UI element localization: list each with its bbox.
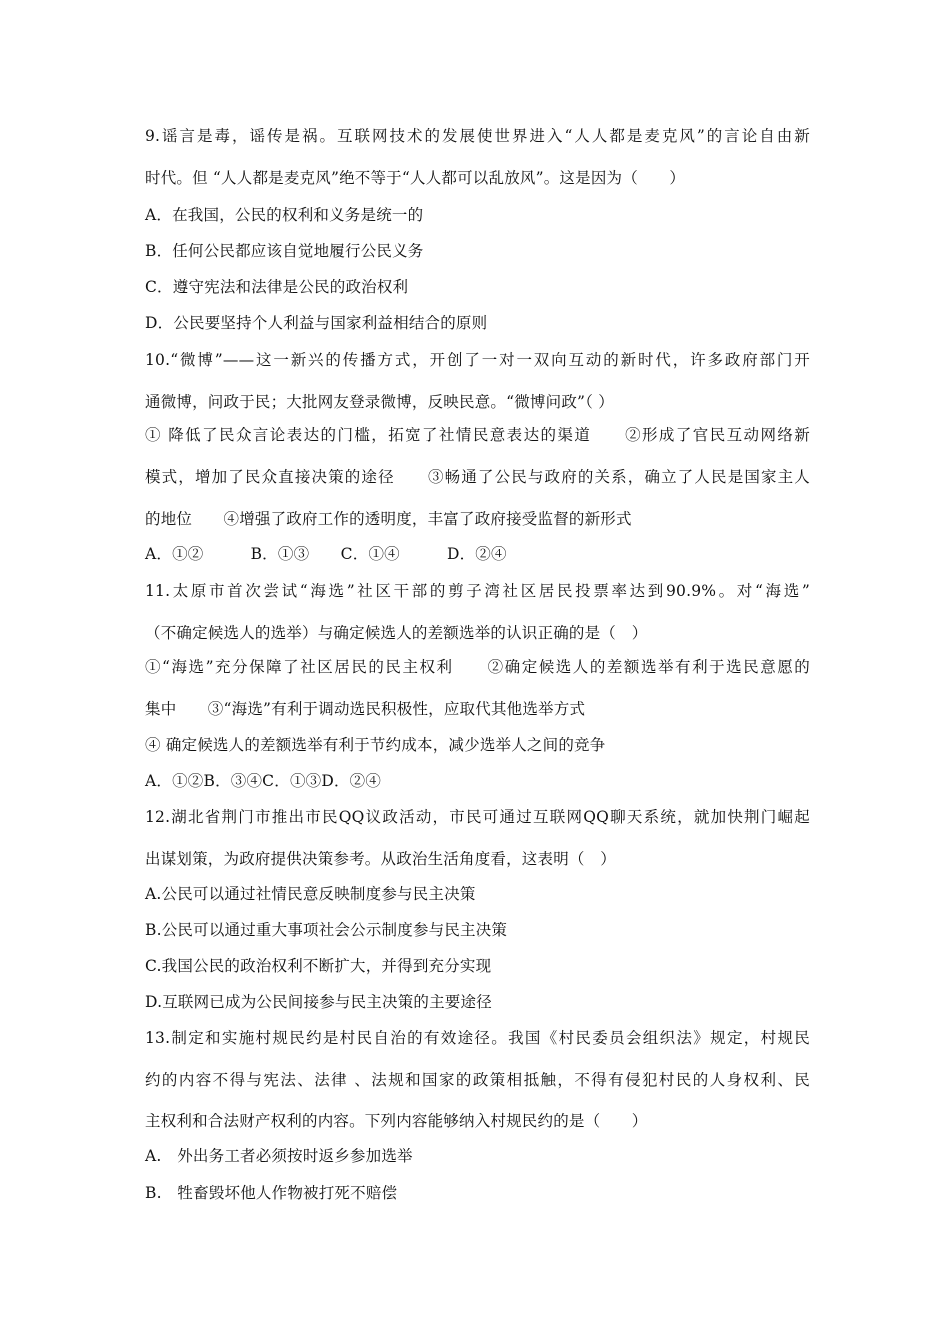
text-line: 时代。但 “人人都是麦克风”绝不等于“人人都可以乱放风”。这是因为（ ）: [145, 169, 686, 187]
text-line: 的地位 ④增强了政府工作的透明度，丰富了政府接受监督的新形式: [145, 510, 632, 528]
text-line: （不确定候选人的选举）与确定候选人的差额选举的认识正确的是（ ）: [145, 624, 648, 642]
text-line: ④ 确定候选人的差额选举有利于节约成本，减少选举人之间的竞争: [145, 736, 606, 754]
text-line: 10.“微博”——这一新兴的传播方式，开创了一对一双向互动的新时代，许多政府部门开: [145, 351, 810, 369]
text-line: 13.制定和实施村规民约是村民自治的有效途径。我国《村民委员会组织法》规定，村规民: [145, 1029, 810, 1047]
text-line: A．①②B．③④C．①③D．②④: [145, 772, 382, 790]
text-line: 出谋划策，为政府提供决策参考。从政治生活角度看，这表明（ ）: [145, 850, 617, 868]
text-line: ①“海选”充分保障了社区居民的民主权利 ②确定候选人的差额选举有利于选民意愿的: [145, 658, 810, 676]
text-line: 12.湖北省荆门市推出市民QQ议政活动，市民可通过互联网QQ聊天系统，就加快荆门崛起: [145, 808, 810, 826]
text-line: B. 牲畜毁坏他人作物被打死不赔偿: [145, 1184, 398, 1202]
text-line: 集中 ③“海选”有利于调动选民积极性，应取代其他选举方式: [145, 700, 586, 718]
text-line: B．任何公民都应该自觉地履行公民义务: [145, 242, 424, 260]
text-line: 模式，增加了民众直接决策的途径 ③畅通了公民与政府的关系，确立了人民是国家主人: [145, 468, 810, 486]
text-line: 9.谣言是毒，谣传是祸。互联网技术的发展使世界进入“人人都是麦克风”的言论自由新: [145, 127, 810, 145]
text-line: A.公民可以通过社情民意反映制度参与民主决策: [145, 885, 476, 903]
text-line: 主权利和合法财产权利的内容。下列内容能够纳入村规民约的是（ ）: [145, 1112, 648, 1130]
text-line: C．遵守宪法和法律是公民的政治权利: [145, 278, 409, 296]
text-line: D．公民要坚持个人利益与国家利益相结合的原则: [145, 314, 488, 332]
text-line: ① 降低了民众言论表达的门槛，拓宽了社情民意表达的渠道 ②形成了官民互动网络新: [145, 426, 810, 444]
text-line: 11.太原市首次尝试“海选”社区干部的剪子湾社区居民投票率达到90.9%。对“海选”: [145, 582, 810, 600]
text-line: 约的内容不得与宪法、法律 、法规和国家的政策相抵触，不得有侵犯村民的人身权利、民: [145, 1071, 810, 1089]
text-line: C.我国公民的政治权利不断扩大，并得到充分实现: [145, 957, 492, 975]
text-line: B.公民可以通过重大事项社会公示制度参与民主决策: [145, 921, 508, 939]
text-line: A. 外出务工者必须按时返乡参加选举: [145, 1147, 413, 1165]
text-line: A．①② B．①③ C．①④ D．②④: [145, 545, 507, 563]
text-line: A．在我国，公民的权利和义务是统一的: [145, 206, 424, 224]
text-line: D.互联网已成为公民间接参与民主决策的主要途径: [145, 993, 492, 1011]
text-line: 通微博，问政于民；大批网友登录微博，反映民意。“微博问政”（ ）: [145, 393, 614, 411]
